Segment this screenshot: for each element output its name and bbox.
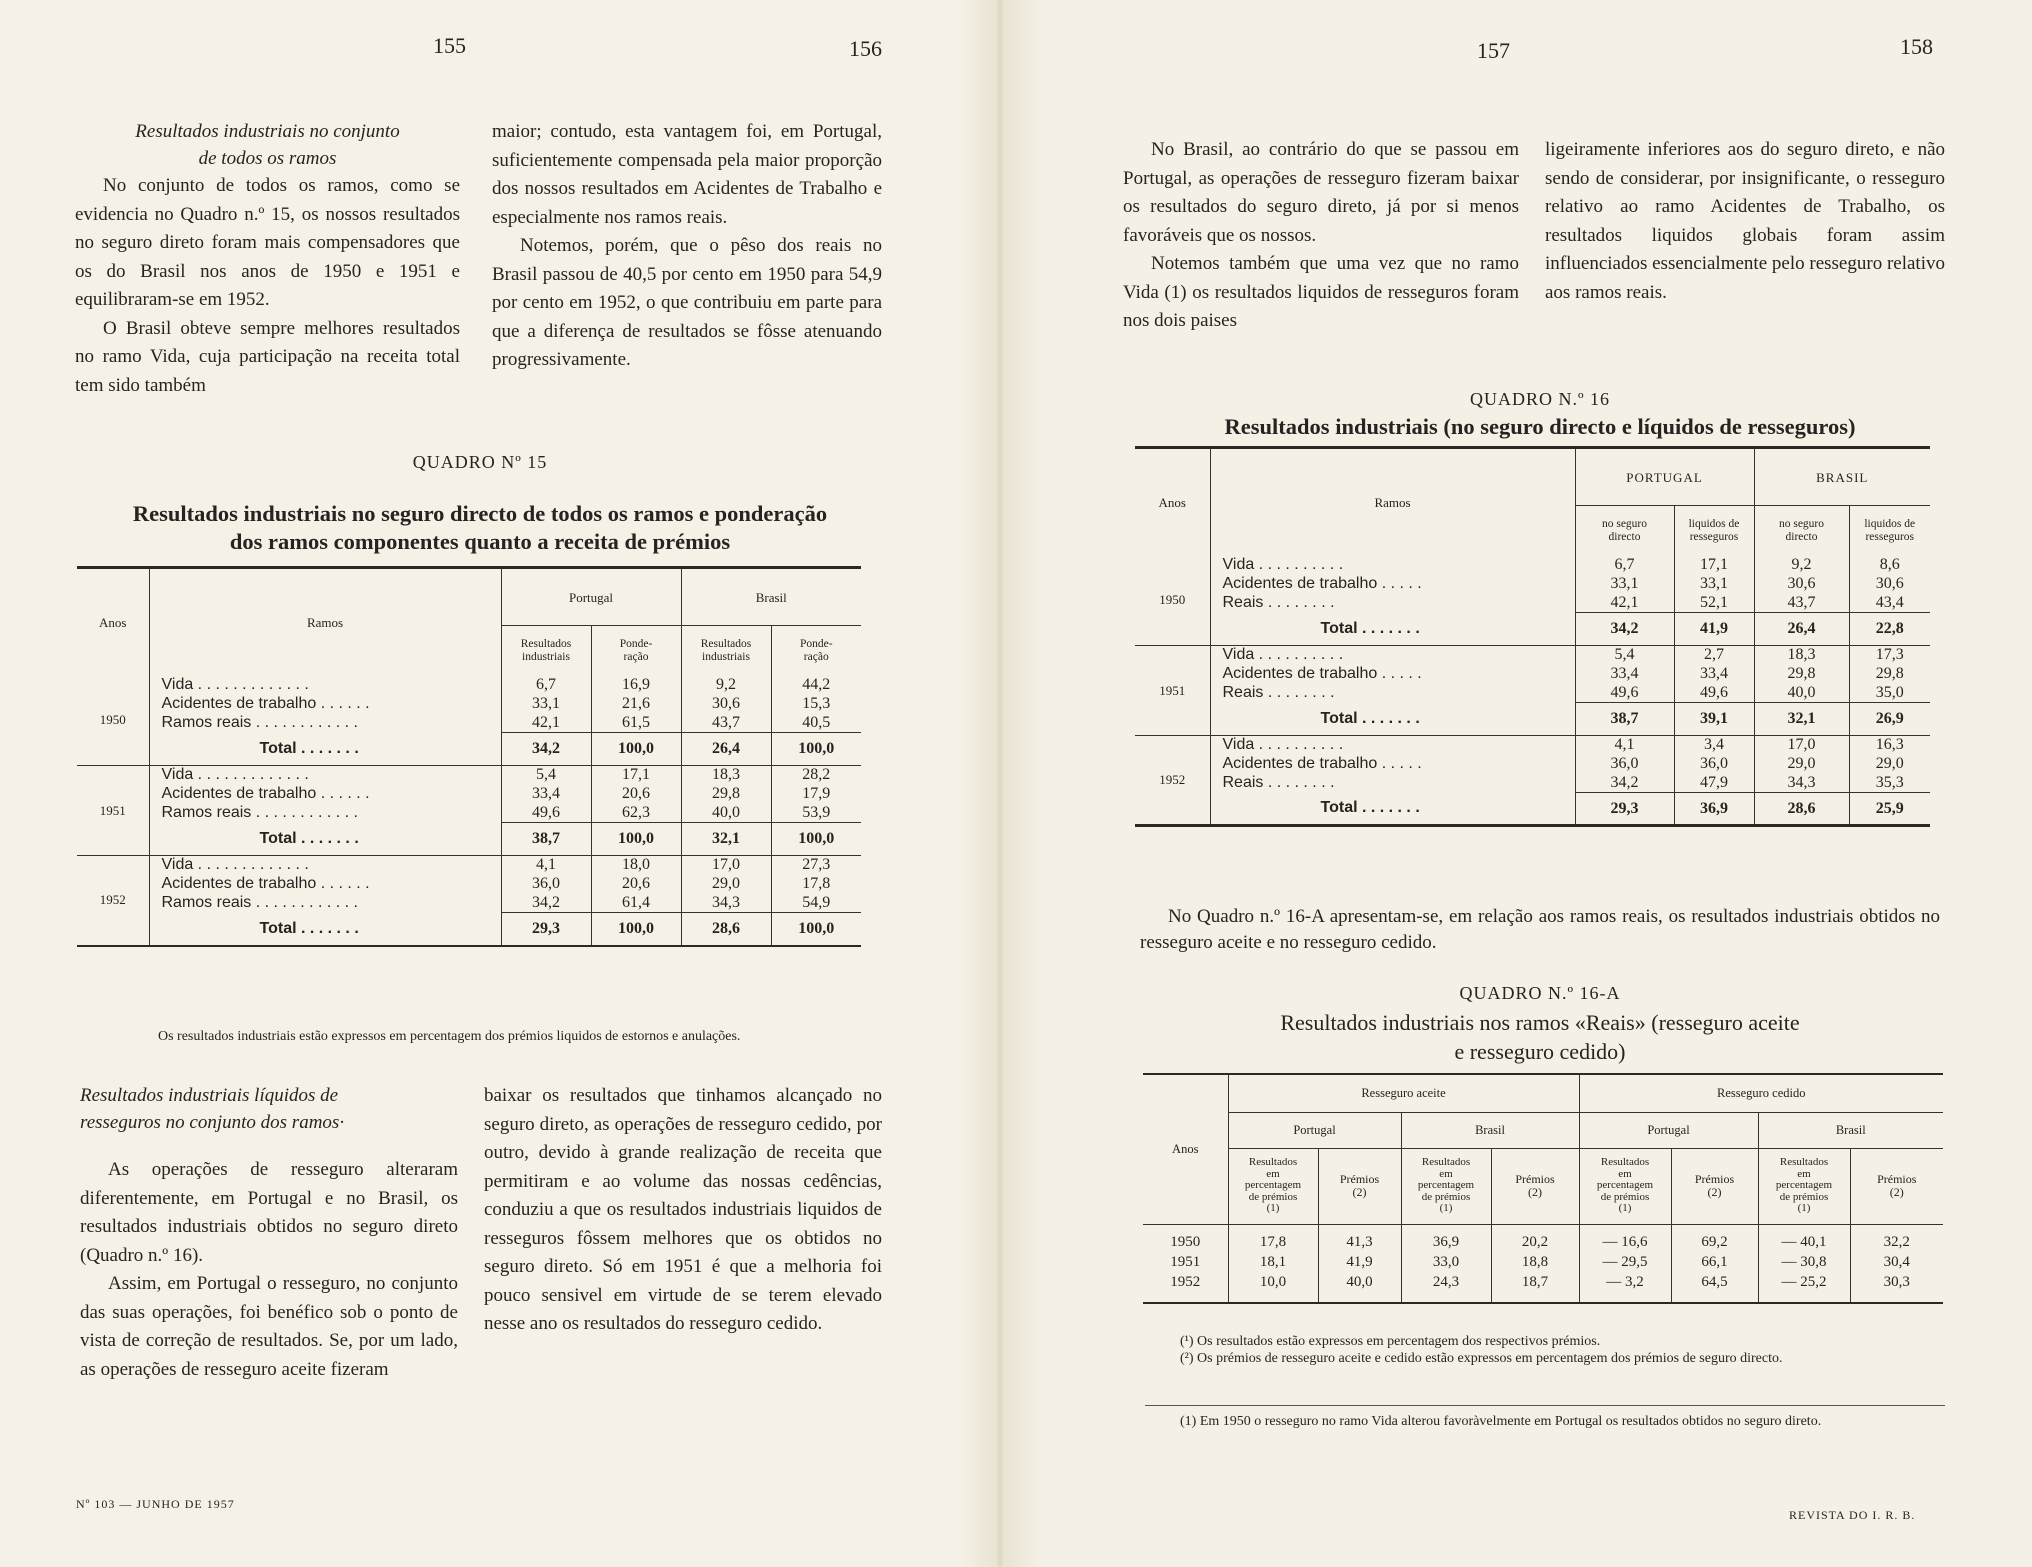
value-cell: 36,0 (1674, 755, 1754, 774)
table-row (77, 714, 861, 733)
value-cell: 33,4 (1575, 665, 1674, 684)
value-cell: 24,3 (1401, 1271, 1491, 1291)
value-cell: 29,0 (1849, 755, 1930, 774)
value-cell: 18,0 (591, 856, 681, 875)
value-cell: 4,1 (501, 856, 591, 875)
value-cell: — 40,1 (1758, 1224, 1850, 1251)
header-premios: Prémios (2) (1850, 1148, 1943, 1224)
quadro-16a-table (1143, 1073, 1943, 1304)
table-row (1135, 684, 1930, 703)
header-resultados-percentagem: Resultados em percentagem de prémios (1) (1579, 1148, 1671, 1224)
value-cell: 61,5 (591, 714, 681, 733)
value-cell: 16,3 (1849, 736, 1930, 755)
value-cell: 15,3 (771, 695, 861, 714)
total-cell: 38,7 (1575, 703, 1674, 736)
value-cell: 29,0 (681, 875, 771, 894)
value-cell: 16,9 (591, 676, 681, 695)
value-cell: 18,8 (1491, 1251, 1579, 1271)
paragraph: As operações de resseguro alteraram diferentemente, em Portugal e no Brasil, os resultados industriais obtidos no seguro direto (Quadro n.º 16). (80, 1159, 458, 1266)
header-anos: Anos (77, 568, 149, 676)
quadro-16-label: QUADRO N.º 16 (1469, 389, 1611, 409)
value-cell: 36,9 (1401, 1224, 1491, 1251)
table-row (1143, 1271, 1943, 1291)
footer-journal: REVISTA DO I. R. B. (1789, 1508, 1916, 1522)
year-cell: 1950 (1170, 1233, 1201, 1250)
value-cell: 33,4 (501, 785, 591, 804)
year-cell: 1951 (77, 766, 149, 856)
value-cell: 33,4 (1674, 665, 1754, 684)
paragraph: O Brasil obteve sempre melhores resultados no ramo Vida, cuja participação na receita total tem sido também (75, 317, 460, 396)
left-column-1 (75, 118, 460, 400)
value-cell: 33,1 (1575, 575, 1674, 594)
paragraph: No Brasil, ao contrário do que se passou em Portugal, as operações de resseguro fizeram baixar os resultados do seguro direto, já por si menos favoráveis que os nossos. (1123, 139, 1519, 246)
paragraph: baixar os resultados que tinhamos alcançado no seguro direto, as operações de resseguro cedido, por outro, devido à grande realização de receita que permitiram e ao volume das nossas cedências, conduziu a que os resultados industriais liquidos de resseguros fôssem melhores que os obtidos no seguro direto. Só em 1951 é que a melhoria foi pouco sensivel em virtude de se terem elevado nesse ano os resultados do resseguro cedido. (484, 1085, 882, 1334)
value-cell: 17,3 (1849, 646, 1930, 665)
header-liquidos-resseguros: liquidos de resseguros (1849, 506, 1930, 556)
total-cell: 26,9 (1849, 703, 1930, 736)
footer-issue: Nº 103 — JUNHO DE 1957 (76, 1497, 235, 1511)
row-label: Reais . . . . . . . . (1222, 683, 1335, 701)
total-cell: 32,1 (1754, 703, 1849, 736)
value-cell: 49,6 (501, 804, 591, 823)
header-resultados-percentagem: Resultados em percentagem de prémios (1) (1228, 1148, 1318, 1224)
value-cell: 41,9 (1318, 1251, 1401, 1271)
header-resultados-percentagem: Resultados em percentagem de prémios (1) (1401, 1148, 1491, 1224)
table-row (1135, 736, 1930, 755)
total-cell: 39,1 (1674, 703, 1754, 736)
row-label: Acidentes de trabalho . . . . . . (161, 784, 370, 802)
value-cell: 40,0 (1318, 1271, 1401, 1291)
paragraph: maior; contudo, esta vantagem foi, em Portugal, suficientemente compensada pela maior proporção dos nossos resultados em Acidentes de Trabalho e especialmente nos ramos reais. (492, 121, 882, 228)
row-label: Vida . . . . . . . . . . (1210, 646, 1575, 665)
quadro-16a-notes: (¹) Os resultados estão expressos em percentagem dos respectivos prémios. (²) Os prémios de resseguro aceite e cedido estão expressos em percentagem dos prémios de seguro directo. (1180, 1334, 1783, 1366)
year-cell: 1950 (1135, 556, 1210, 646)
total-label: Total . . . . . . . (1320, 799, 1420, 817)
value-cell: 49,6 (1575, 684, 1674, 703)
header-resultados: Resultados industriais (681, 626, 771, 676)
value-cell: — 3,2 (1579, 1271, 1671, 1291)
row-label: Acidentes de trabalho . . . . . (1222, 574, 1422, 592)
table-row (1135, 575, 1930, 594)
row-label: Ramos reais . . . . . . . . . . . . (161, 803, 358, 821)
table-row (77, 676, 861, 695)
value-cell: 29,0 (1754, 755, 1849, 774)
total-cell: 26,4 (1754, 613, 1849, 646)
total-cell: 25,9 (1849, 793, 1930, 826)
value-cell: 18,3 (1754, 646, 1849, 665)
value-cell: 35,3 (1849, 774, 1930, 793)
value-cell: 43,4 (1849, 594, 1930, 613)
row-label: Acidentes de trabalho . . . . . (1222, 664, 1422, 682)
table-spacer (1143, 1291, 1943, 1303)
table-row (77, 856, 861, 875)
value-cell: 32,2 (1850, 1224, 1943, 1251)
value-cell: 36,0 (1575, 755, 1674, 774)
quadro-16a-subheader (1143, 1148, 1943, 1224)
table-row (77, 695, 861, 714)
value-cell: 33,0 (1401, 1251, 1491, 1271)
total-cell: 100,0 (771, 733, 861, 766)
header-no-seguro-directo: no seguro directo (1754, 506, 1849, 556)
total-cell: 38,7 (501, 823, 591, 856)
value-cell: 40,0 (681, 804, 771, 823)
value-cell: 9,2 (681, 676, 771, 695)
value-cell: 47,9 (1674, 774, 1754, 793)
year-cell: 1950 (77, 676, 149, 766)
value-cell: 6,7 (501, 676, 591, 695)
value-cell: 40,0 (1754, 684, 1849, 703)
row-label: Ramos reais . . . . . . . . . . . . (161, 713, 358, 731)
value-cell: 17,0 (681, 856, 771, 875)
paragraph: ligeiramente inferiores aos do seguro direto, e não sendo de considerar, por insignificante, o resseguro relativo ao ramo Acidentes de Trabalho, os resultados liquidos globais foram assim influenciados essencialmente pelo resseguro relativo aos ramos reais. (1545, 139, 1945, 303)
page-number-155: 155 (433, 33, 466, 58)
value-cell: 33,1 (1674, 575, 1754, 594)
total-label: Total . . . . . . . (259, 829, 359, 847)
total-label: Total . . . . . . . (259, 919, 359, 937)
value-cell: 42,1 (1575, 594, 1674, 613)
header-portugal: PORTUGAL (1575, 448, 1754, 506)
row-label: Vida . . . . . . . . . . . . . (149, 856, 501, 875)
value-cell: 28,2 (771, 766, 861, 785)
row-label: Acidentes de trabalho . . . . . (1222, 754, 1422, 772)
paragraph: Notemos também que uma vez que no ramo Vida (1) os resultados liquidos de resseguros foram nos dois paises (1123, 253, 1519, 331)
header-anos: Anos (1172, 1141, 1199, 1156)
value-cell: 52,1 (1674, 594, 1754, 613)
value-cell: 35,0 (1849, 684, 1930, 703)
total-label: Total . . . . . . . (1320, 619, 1420, 637)
value-cell: 43,7 (681, 714, 771, 733)
value-cell: — 30,8 (1758, 1251, 1850, 1271)
value-cell: 53,9 (771, 804, 861, 823)
year-cell: 1951 (1170, 1253, 1201, 1270)
header-resultados-percentagem: Resultados em percentagem de prémios (1) (1758, 1148, 1850, 1224)
value-cell: 18,1 (1228, 1251, 1318, 1271)
value-cell: 64,5 (1671, 1271, 1758, 1291)
value-cell: 17,8 (771, 875, 861, 894)
right-column-1 (1123, 136, 1519, 336)
left-column-3 (80, 1082, 458, 1384)
value-cell: 33,1 (501, 695, 591, 714)
row-label: Vida . . . . . . . . . . . . . (149, 766, 501, 785)
header-premios: Prémios (2) (1318, 1148, 1401, 1224)
value-cell: 4,1 (1575, 736, 1674, 755)
header-ramos: Ramos (1374, 494, 1411, 510)
header-brasil: Brasil (1401, 1112, 1579, 1148)
total-label: Total . . . . . . . (1320, 709, 1420, 727)
total-cell: 100,0 (591, 733, 681, 766)
table-row (77, 766, 861, 785)
table-row (77, 875, 861, 894)
value-cell: 36,0 (501, 875, 591, 894)
value-cell: 34,3 (681, 894, 771, 913)
value-cell: 30,6 (1849, 575, 1930, 594)
table-row (77, 894, 861, 913)
quadro-15-body (77, 676, 861, 946)
header-ramos: Ramos (306, 614, 344, 630)
value-cell: 20,6 (591, 785, 681, 804)
total-label: Total . . . . . . . (259, 739, 359, 757)
total-row (1135, 613, 1930, 646)
year-cell: 1952 (1170, 1273, 1201, 1290)
total-cell: 100,0 (771, 913, 861, 946)
total-cell: 100,0 (591, 913, 681, 946)
value-cell: 18,3 (681, 766, 771, 785)
header-portugal: Portugal (501, 568, 681, 626)
left-column-4 (484, 1082, 882, 1339)
footnote-vida: (1) Em 1950 o resseguro no ramo Vida alterou favoràvelmente em Portugal os resultados obtidos no seguro direto. (1180, 1414, 1822, 1429)
value-cell: 30,6 (1754, 575, 1849, 594)
value-cell: 21,6 (591, 695, 681, 714)
value-cell: 54,9 (771, 894, 861, 913)
page-number-158: 158 (1900, 34, 1933, 59)
total-cell: 28,6 (1754, 793, 1849, 826)
value-cell: 10,0 (1228, 1271, 1318, 1291)
total-cell: 29,3 (501, 913, 591, 946)
total-cell: 32,1 (681, 823, 771, 856)
row-label: Reais . . . . . . . . (1222, 593, 1335, 611)
value-cell: 61,4 (591, 894, 681, 913)
total-cell: 22,8 (1849, 613, 1930, 646)
year-cell: 1952 (1135, 736, 1210, 826)
value-cell: 5,4 (501, 766, 591, 785)
section-title-resultados-conjunto: Resultados industriais no conjunto de todos os ramos (135, 121, 400, 169)
header-brasil: BRASIL (1754, 448, 1930, 506)
header-liquidos-resseguros: liquidos de resseguros (1674, 506, 1754, 556)
right-column-2 (1545, 136, 1945, 307)
value-cell: 17,1 (591, 766, 681, 785)
header-portugal: Portugal (1228, 1112, 1401, 1148)
total-cell: 34,2 (501, 733, 591, 766)
quadro-15-title: Resultados industriais no seguro directo de todos os ramos e ponderação dos ramos componentes quanto a receita de prémios (132, 501, 828, 554)
value-cell: 66,1 (1671, 1251, 1758, 1271)
value-cell: 3,4 (1674, 736, 1754, 755)
table-row (1143, 1224, 1943, 1251)
quadro-16-title: Resultados industriais (no seguro directo e líquidos de resseguros) (1224, 414, 1856, 439)
value-cell: 30,4 (1850, 1251, 1943, 1271)
table-row (1135, 665, 1930, 684)
paragraph: Notemos, porém, que o pêso dos reais no Brasil passou de 40,5 por cento em 1950 para 54,9 por cento em 1952, o que contribuiu em parte para que a diferença de resultados se fôsse atenuando progressivamente. (492, 235, 882, 370)
value-cell: 17,1 (1674, 556, 1754, 575)
right-middle-paragraph: No Quadro n.º 16-A apresentam-se, em relação aos ramos reais, os resultados industriais obtidos no resseguro aceite e no resseguro cedido. (1140, 906, 1940, 953)
value-cell: 2,7 (1674, 646, 1754, 665)
value-cell: 17,8 (1228, 1224, 1318, 1251)
value-cell: 17,0 (1754, 736, 1849, 755)
value-cell: — 16,6 (1579, 1224, 1671, 1251)
value-cell: 49,6 (1674, 684, 1754, 703)
row-label: Ramos reais . . . . . . . . . . . . (161, 893, 358, 911)
total-cell: 26,4 (681, 733, 771, 766)
page-number-156: 156 (849, 36, 882, 61)
section-title-liquidos-resseguros: Resultados industriais líquidos de resseguros no conjunto dos ramos· (80, 1085, 345, 1133)
quadro-15-table (77, 566, 861, 947)
value-cell: — 29,5 (1579, 1251, 1671, 1271)
paragraph: No conjunto de todos os ramos, como se evidencia no Quadro n.º 15, os nossos resultados no seguro direto foram mais compensadores que os do Brasil nos anos de 1950 e 1951 e equilibraram-se em 1952. (75, 175, 460, 310)
header-resseguro-cedido: Resseguro cedido (1579, 1074, 1943, 1112)
header-portugal: Portugal (1579, 1112, 1758, 1148)
total-row (77, 823, 861, 856)
header-no-seguro-directo: no seguro directo (1575, 506, 1674, 556)
value-cell: 30,6 (681, 695, 771, 714)
value-cell: 34,2 (501, 894, 591, 913)
row-label: Vida . . . . . . . . . . (1210, 736, 1575, 755)
book-gutter (960, 0, 1040, 1567)
total-cell: 41,9 (1674, 613, 1754, 646)
header-ponderacao: Ponde- ração (591, 626, 681, 676)
table-row (77, 785, 861, 804)
quadro-15-note: Os resultados industriais estão expressos em percentagem dos prémios liquidos de estornos e anulações. (158, 1029, 741, 1044)
value-cell: 29,8 (681, 785, 771, 804)
value-cell: 5,4 (1575, 646, 1674, 665)
quadro-16a-label: QUADRO N.º 16-A (1459, 983, 1621, 1003)
value-cell: 40,5 (771, 714, 861, 733)
value-cell: 29,8 (1754, 665, 1849, 684)
total-row (1135, 703, 1930, 736)
total-row (1135, 793, 1930, 826)
total-cell: 29,3 (1575, 793, 1674, 826)
header-resseguro-aceite: Resseguro aceite (1228, 1074, 1579, 1112)
value-cell: 9,2 (1754, 556, 1849, 575)
value-cell: 69,2 (1671, 1224, 1758, 1251)
row-label: Acidentes de trabalho . . . . . . (161, 694, 370, 712)
total-row (77, 913, 861, 946)
value-cell: 17,9 (771, 785, 861, 804)
value-cell: 29,8 (1849, 665, 1930, 684)
year-cell: 1952 (77, 856, 149, 946)
total-cell: 100,0 (771, 823, 861, 856)
row-label: Vida . . . . . . . . . . (1222, 555, 1344, 573)
value-cell: 6,7 (1575, 556, 1674, 575)
value-cell: 20,6 (591, 875, 681, 894)
value-cell: — 25,2 (1758, 1271, 1850, 1291)
table-row (1135, 594, 1930, 613)
left-column-2 (492, 118, 882, 375)
header-anos: Anos (1135, 448, 1210, 556)
header-premios: Prémios (2) (1671, 1148, 1758, 1224)
total-cell: 100,0 (591, 823, 681, 856)
quadro-16-table (1135, 446, 1930, 827)
value-cell: 18,7 (1491, 1271, 1579, 1291)
header-resultados: Resultados industriais (501, 626, 591, 676)
header-ponderacao: Ponde- ração (771, 626, 861, 676)
table-row (1135, 774, 1930, 793)
value-cell: 8,6 (1849, 556, 1930, 575)
value-cell: 34,3 (1754, 774, 1849, 793)
value-cell: 41,3 (1318, 1224, 1401, 1251)
paragraph: Assim, em Portugal o resseguro, no conjunto das suas operações, foi benéfico sob o ponto de vista de correção de resultados. Se, por um lado, as operações de resseguro aceite fizeram (80, 1273, 458, 1380)
value-cell: 30,3 (1850, 1271, 1943, 1291)
header-brasil: Brasil (1758, 1112, 1943, 1148)
value-cell: 27,3 (771, 856, 861, 875)
total-cell: 28,6 (681, 913, 771, 946)
total-row (77, 733, 861, 766)
value-cell: 44,2 (771, 676, 861, 695)
page-number-157: 157 (1477, 38, 1510, 63)
table-row (77, 804, 861, 823)
row-label: Vida . . . . . . . . . . . . . (161, 675, 309, 693)
value-cell: 42,1 (501, 714, 591, 733)
total-cell: 34,2 (1575, 613, 1674, 646)
header-premios: Prémios (2) (1491, 1148, 1579, 1224)
table-row (1135, 556, 1930, 575)
quadro-16a-body (1143, 1224, 1943, 1303)
row-label: Reais . . . . . . . . (1222, 773, 1335, 791)
value-cell: 20,2 (1491, 1224, 1579, 1251)
table-row (1135, 755, 1930, 774)
value-cell: 34,2 (1575, 774, 1674, 793)
value-cell: 43,7 (1754, 594, 1849, 613)
footnote-divider (1145, 1405, 1945, 1406)
table-row (1143, 1251, 1943, 1271)
row-label: Acidentes de trabalho . . . . . . (161, 874, 370, 892)
year-cell: 1951 (1135, 646, 1210, 736)
quadro-16-body (1135, 556, 1930, 826)
total-cell: 36,9 (1674, 793, 1754, 826)
header-brasil: Brasil (681, 568, 861, 626)
value-cell: 62,3 (591, 804, 681, 823)
table-row (1135, 646, 1930, 665)
quadro-15-label: QUADRO Nº 15 (412, 452, 548, 472)
quadro-16a-title: Resultados industriais nos ramos «Reais» (resseguro aceite e resseguro cedido) (1280, 1010, 1800, 1064)
